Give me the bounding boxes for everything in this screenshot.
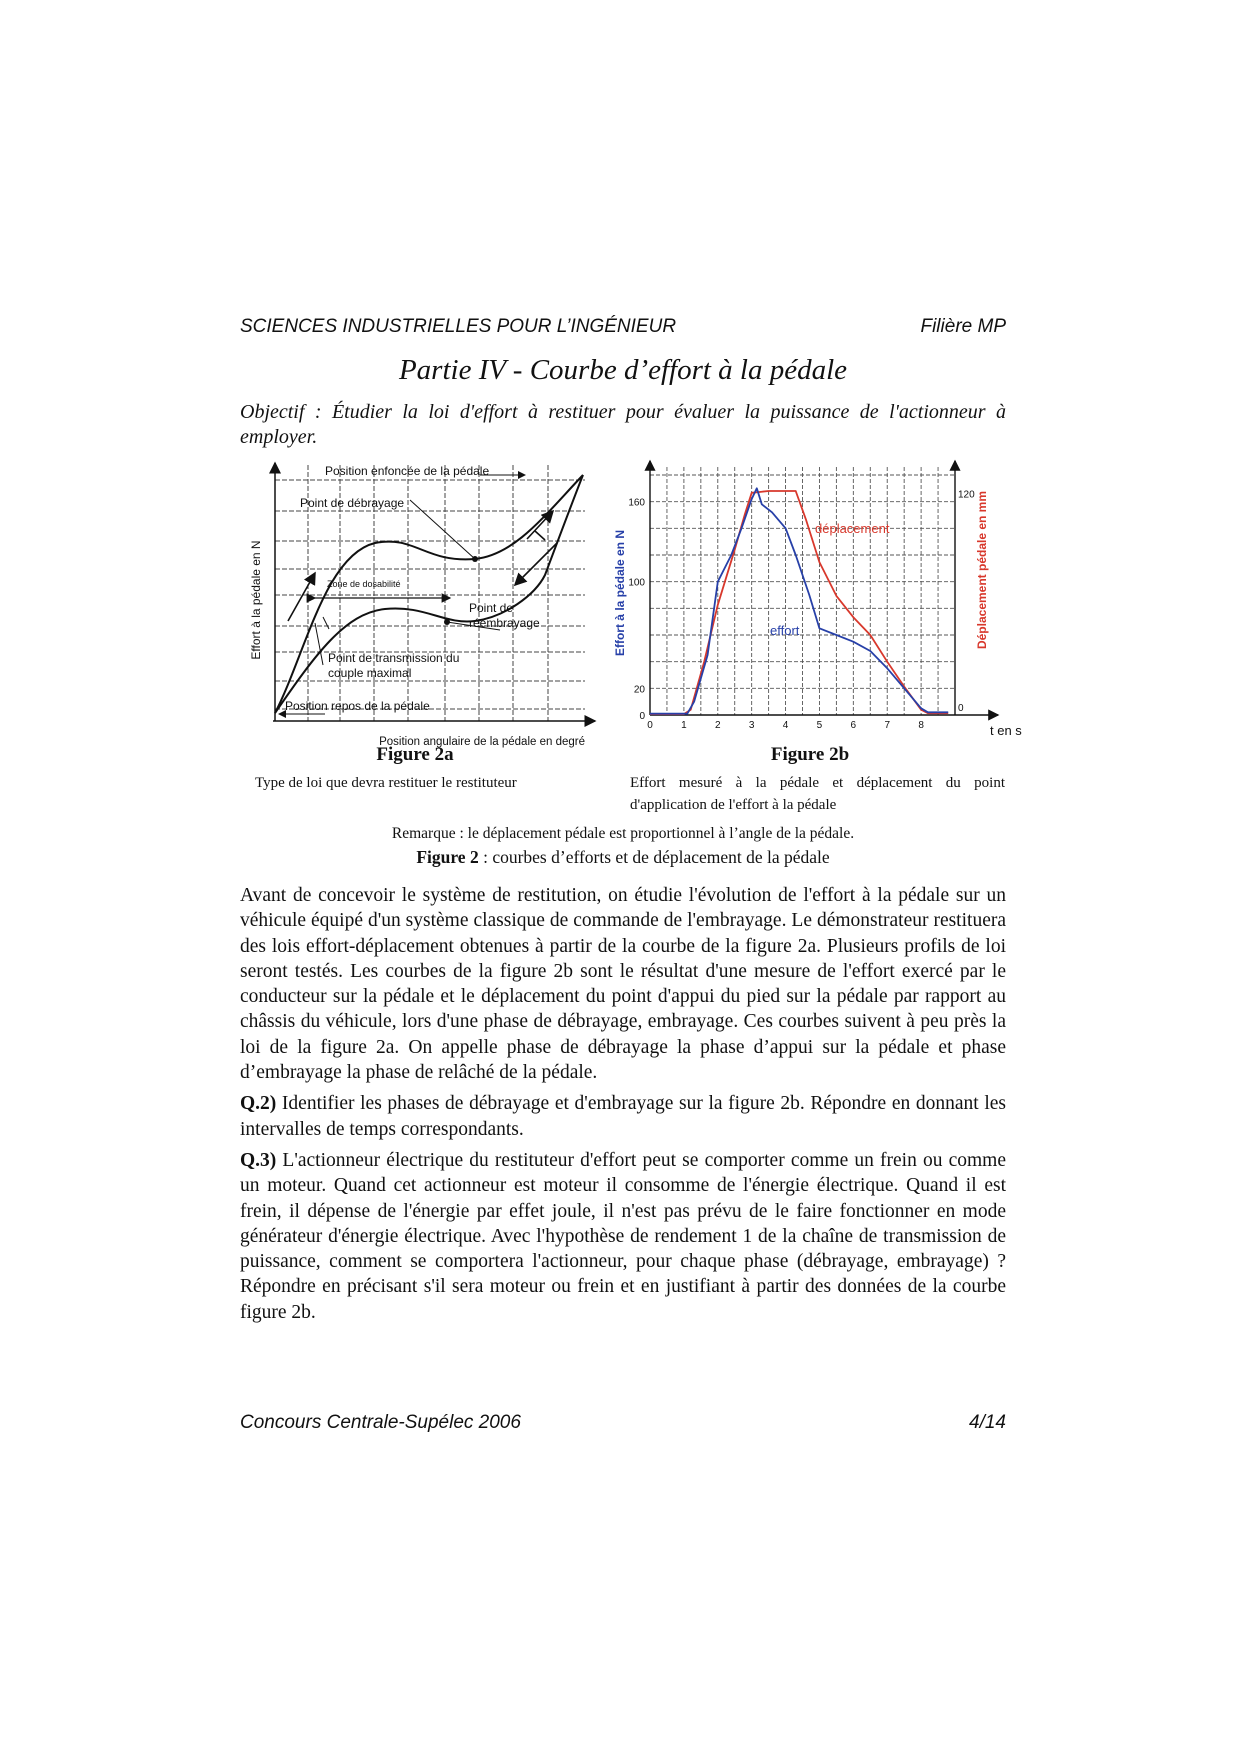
- figure-2-text: : courbes d’efforts et de déplacement de la pédale: [478, 847, 830, 867]
- ylabel-2a: Effort à la pédale en N: [249, 540, 263, 660]
- ann-reembrayage-1: Point de: [469, 601, 514, 615]
- figure-2b-description: Effort mesuré à la pédale et déplacement du point d'application de l'effort à la pédale: [630, 775, 1005, 813]
- series-line-effort: [650, 488, 948, 713]
- y-tick-label-left: 100: [628, 577, 645, 589]
- x-tick-label: 5: [816, 720, 823, 731]
- header-track: Filière MP: [920, 316, 1006, 337]
- x-tick-label: 4: [782, 720, 789, 731]
- y-tick-label-right: 0: [958, 703, 964, 714]
- question-3: [240, 1148, 1006, 1325]
- series-label-effort: effort: [770, 623, 800, 638]
- x-tick-label: 3: [748, 720, 755, 731]
- ylabel-right-2b: Déplacement pédale en mm: [975, 490, 989, 650]
- figure-2a: [245, 455, 600, 755]
- figure-2b-caption: Figure 2b: [770, 744, 850, 765]
- ann-debrayage: Point de débrayage: [300, 496, 405, 510]
- ann-enfoncee: Position enfoncée de la pédale: [325, 464, 490, 478]
- q3-text: L'actionneur électrique du restituteur d'effort peut se comporter comme un frein ou comme un moteur. Quand cet actionneur est moteur il consomme de l'énergie électrique. Quand il est frein, il dépense de l'énergie par effet joule, il n'est pas prévu de le faire fonctionner en mode générateur d'énergie électrique. Avec l'hypothèse de rendement 1 de la chaîne de transmission de puissance, comment se comportera l'actionneur, pour chaque phase (débrayage, embrayage) ? Répondre en précisant s'il sera moteur ou frein et en justifiant à partir des données de la courbe figure 2b.: [240, 1149, 1006, 1323]
- header-course: SCIENCES INDUSTRIELLES POUR L’INGÉNIEUR: [240, 316, 677, 337]
- main-text: [240, 883, 1006, 1331]
- y-tick-label-left: 20: [633, 684, 645, 696]
- footer-contest: Concours Centrale-Supélec 2006: [240, 1412, 521, 1433]
- figure-2-caption: [240, 847, 1006, 868]
- y-tick-label-left: 0: [639, 711, 645, 722]
- ann-reembrayage-2: réembrayage: [469, 616, 540, 630]
- ann-transmission-1: Point de transmission du: [328, 651, 460, 665]
- x-tick-label: 8: [918, 720, 924, 731]
- q2-label: Q.2): [240, 1093, 277, 1115]
- series-label-deplacement: déplacement: [815, 521, 890, 536]
- q2-text: Identifier les phases de débrayage et d'embrayage sur la figure 2b. Répondre en donnant les intervalles de temps correspondants.: [240, 1093, 1006, 1140]
- y-tick-label-right: 120: [958, 489, 975, 501]
- figure-2-label: Figure 2: [416, 847, 479, 867]
- ann-repos: Position repos de la pédale: [285, 699, 430, 713]
- xlabel-2a: Position angulaire de la pédale en degré: [379, 736, 585, 748]
- section-title: Partie IV - Courbe d’effort à la pédale: [398, 354, 848, 386]
- x-tick-label: 0: [647, 720, 653, 731]
- ann-transmission-2: couple maximal: [328, 666, 412, 680]
- objective: Objectif : Étudier la loi d'effort à restituer pour évaluer la puissance de l'actionneur à employer.: [240, 401, 1006, 448]
- figure-2a-caption: Figure 2a: [376, 744, 454, 765]
- grid-2b: [650, 467, 955, 715]
- remark: Remarque : le déplacement pédale est proportionnel à l’angle de la pédale.: [391, 825, 855, 842]
- ylabel-left-2b: Effort à la pédale en N: [613, 529, 627, 657]
- x-tick-label: 7: [884, 720, 891, 731]
- x-tick-label: 6: [850, 720, 857, 731]
- series-line-deplacement: [650, 491, 948, 714]
- page-number: 4/14: [969, 1412, 1006, 1433]
- q3-label: Q.3): [240, 1149, 277, 1171]
- figure-2b-chart: [605, 455, 1022, 755]
- body-paragraph: Avant de concevoir le système de restitution, on étudie l'évolution de l'effort à la pédale sur un véhicule équipé d'un système classique de commande de l'embrayage. Le démonstrateur restituera des lois effort-déplacement obtenues à partir de la courbe de la figure 2a. Plusieurs profils de loi seront testés. Les courbes de la figure 2b sont le résultat d'une mesure de l'effort exercé par le conducteur sur la pédale et le déplacement du point d'appui du pied sur la pédale par rapport au châssis du véhicule, lors d'une phase de débrayage, embrayage. Ces courbes suivent à peu près la loi de la figure 2a. On appelle phase de débrayage la phase d’appui sur la pédale et phase d’embrayage la phase de relâché de la pédale.: [240, 885, 1006, 1084]
- y-tick-label-left: 160: [628, 497, 645, 509]
- question-2: [240, 1091, 1006, 1142]
- ann-zone: Zone de dosabilité: [327, 579, 401, 589]
- page-header: [240, 316, 1006, 338]
- xlabel-2b: t en s: [990, 723, 1022, 738]
- figure-2a-description: Type de loi que devra restituer le restituteur: [255, 775, 517, 791]
- page-footer: [240, 1412, 1006, 1434]
- x-tick-label: 2: [714, 720, 721, 731]
- x-tick-label: 1: [681, 720, 687, 731]
